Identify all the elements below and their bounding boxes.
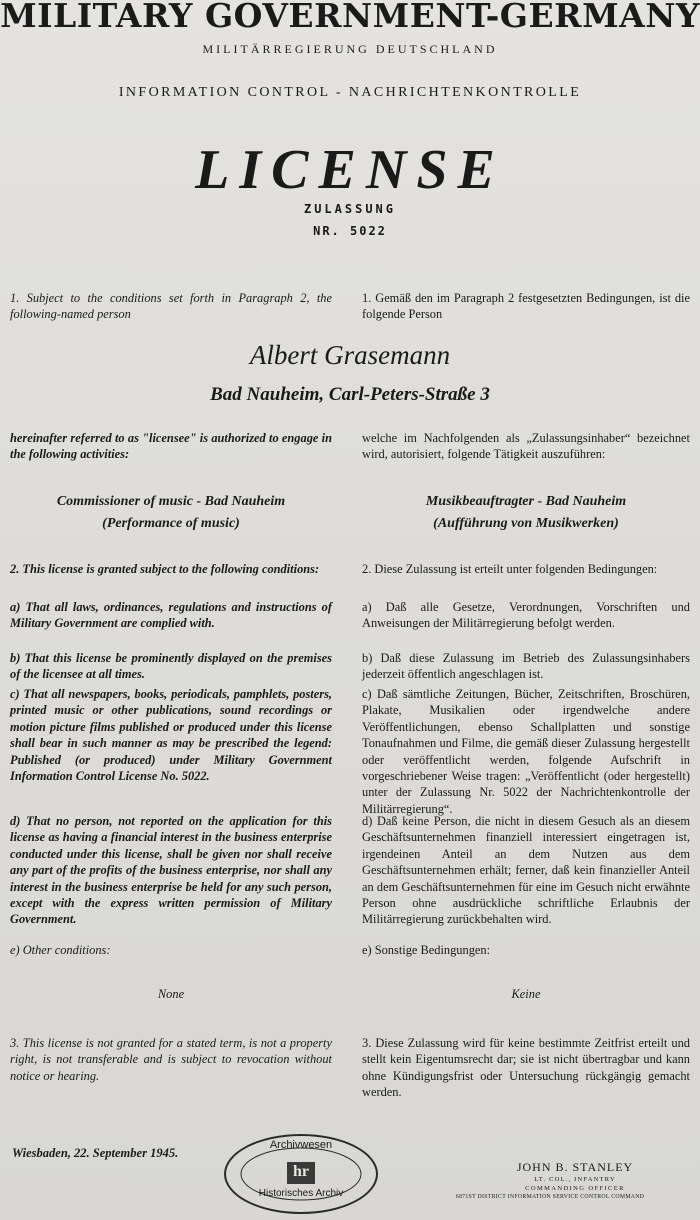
department-line: INFORMATION CONTROL - NACHRICHTENKONTROLLE <box>118 85 582 100</box>
condition-c-en: c) That all newspapers, books, periodicals, pamphlets, posters, printed music or other publications, sound recordings or motion picture films published or produced under this license shall bear in such manner as may be prescribed the legend: Published (or produced) under Military Government Information Control License No. 5022. <box>10 687 332 784</box>
activity-de <box>362 491 690 535</box>
section1-en: 1. Subject to the conditions set forth in Paragraph 2, the following-named person <box>10 291 332 322</box>
condition-a-de: a) Daß alle Gesetze, Verordnungen, Vorschriften und Anweisungen der Militärregierung befolgt werden. <box>362 600 690 631</box>
stamp-bottom-text: Historisches Archiv <box>258 1188 344 1199</box>
signer-rank: LT. COL., INFANTRY <box>534 1176 616 1183</box>
activity-en-line1: Commissioner of music - Bad Nauheim <box>56 494 286 509</box>
condition-e-value-en: None <box>157 987 185 1001</box>
stamp-top-text: Archivwesen <box>269 1139 333 1151</box>
condition-c-de: c) Daß sämtliche Zeitungen, Bücher, Zeitschriften, Broschüren, Plakate, Musikalien oder irgendwelche andere Veröffentlichungen, ebenso Schallplatten und sonstige Tonaufnahmen und Filme, die gemäß dieser Zulassung hergestellt oder veröffentlicht werden, folgende Aufschrift in vorgeschriebener Weise tragen: „Veröffentlicht (oder hergestellt) unter der Zulassung Nr. 5022 der Nachrichtenkontrolle der Militärregierung“. <box>362 687 690 816</box>
section2-intro-de: 2. Diese Zulassung ist erteilt unter folgenden Bedingungen: <box>362 562 658 576</box>
condition-a-en: a) That all laws, ordinances, regulations and instructions of Military Government are complied with. <box>10 600 332 631</box>
condition-e-en: e) Other conditions: <box>10 943 111 957</box>
section2-intro-en: 2. This license is granted subject to the following conditions: <box>10 562 320 576</box>
section3-en: 3. This license is not granted for a stated term, is not a property right, is not transferable and is subject to revocation without notice or hearing. <box>10 1036 332 1083</box>
signer-unit: 6871ST DISTRICT INFORMATION SERVICE CONTROL COMMAND <box>455 1194 645 1200</box>
authorized-en: hereinafter referred to as "licensee" is authorized to engage in the following activities: <box>10 431 332 462</box>
place-date: Wiesbaden, 22. September 1945. <box>12 1146 179 1160</box>
activity-en-line2: (Performance of music) <box>102 516 240 531</box>
license-number: NR. 5022 <box>313 224 387 238</box>
activity-de-line1: Musikbeauftragter - Bad Nauheim <box>425 494 627 509</box>
condition-d-de: d) Daß keine Person, die nicht in diesem Gesuch als an diesem Geschäftsunternehmen finanziell interessiert eingetragen ist, irgendeinen Anteil an dem Nutzen aus dem Geschäftsunternehmen erhält; ferner, daß kein finanzieller Anteil an dem Geschäftsunternehmen für eine im Gesuch nicht erwähnte Person ohne ausdrückliche schriftliche Erlaubnis der Militärregierung zurückbehalten wird. <box>362 814 690 927</box>
document-type-heading-de: ZULASSUNG <box>303 202 397 216</box>
condition-e-de: e) Sonstige Bedingungen: <box>362 943 491 957</box>
licensee-address: Bad Nauheim, Carl-Peters-Straße 3 <box>210 384 490 405</box>
document-header-title-de: MILITÄRREGIERUNG DEUTSCHLAND <box>202 42 498 56</box>
signer-title: COMMANDING OFFICER <box>525 1185 625 1192</box>
document-header-title: MILITARY GOVERNMENT-GERMANY <box>0 0 700 35</box>
condition-b-en: b) That this license be prominently displayed on the premises of the licensee at all times. <box>10 651 332 682</box>
section3-de: 3. Diese Zulassung wird für keine bestimmte Zeitfrist erteilt und stellt kein Eigentumsrecht dar; sie ist nicht übertragbar und kann ohne Kündigungsfrist oder Untersuchung rückgängig gemacht werden. <box>362 1036 690 1100</box>
activity-de-line2: (Aufführung von Musikwerken) <box>433 516 619 531</box>
activity-en <box>10 491 332 535</box>
condition-b-de: b) Daß diese Zulassung im Betrieb des Zulassungsinhabers jederzeit öffentlich angeschlagen ist. <box>362 651 690 682</box>
section1-de: 1. Gemäß den im Paragraph 2 festgesetzten Bedingungen, ist die folgende Person <box>362 291 690 322</box>
condition-d-en: d) That no person, not reported on the application for this license as having a financial interest in the business enterprise conducted under this license, shall be given nor shall receive any part of the profits of the business enterprise, nor shall any interest in the business enterprise be held for any such person, except with the express written permission of Military Government. <box>10 814 332 927</box>
authorized-de: welche im Nachfolgenden als „Zulassungsinhaber“ bezeichnet wird, autorisiert, folgende Tätigkeit auszuführen: <box>362 431 690 462</box>
condition-e-value-de: Keine <box>511 987 541 1001</box>
document-type-heading: LICENSE <box>195 139 505 201</box>
licensee-name: Albert Grasemann <box>249 340 451 370</box>
signer-name: JOHN B. STANLEY <box>516 1160 634 1174</box>
archive-stamp <box>224 1134 378 1214</box>
stamp-logo: hr <box>293 1163 309 1180</box>
